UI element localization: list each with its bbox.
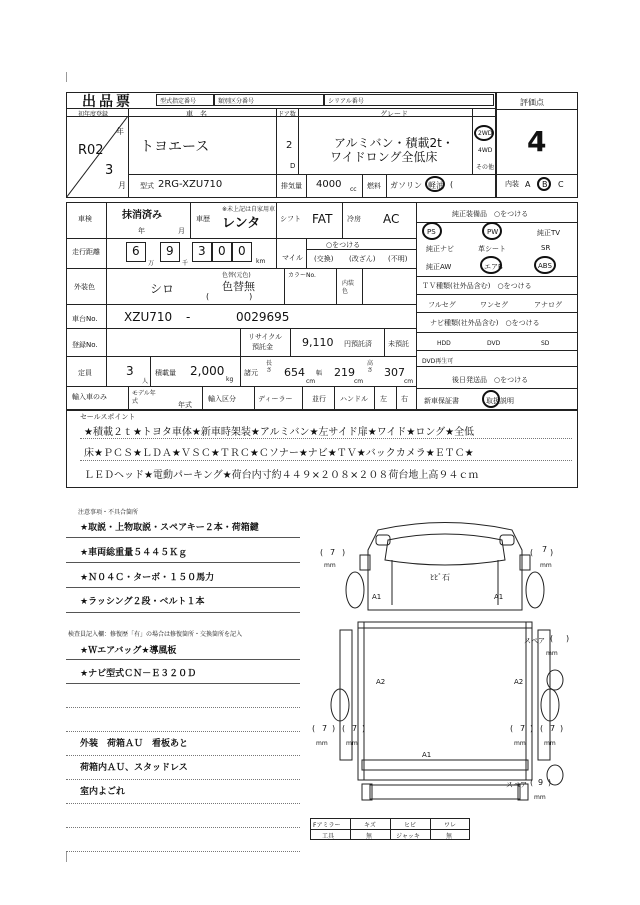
grade-label: グレード [380,110,408,118]
chassis-prefix: XZU710 [124,310,173,324]
door-type: D [290,162,296,170]
navi-hdd: HDD [437,340,451,347]
manual: 取扱説明 [486,397,514,405]
class-label: 類別区分番号 [218,98,255,105]
tire-fr-paren-close: ) [550,548,554,557]
length-label: 長さ [266,360,273,374]
tire-fl-value: 7 [330,548,336,557]
month-suffix: 月 [118,181,126,190]
equip-aw: 純正AW [426,263,452,271]
damage-mark-4: A2 [514,678,524,686]
note-line-3: ★Ｎ０４Ｃ・ターボ・１５０馬力 [80,573,215,583]
tire-rli-paren-close: ) [362,724,366,733]
dealer-option: ディーラー [258,395,293,403]
damage-mark-1: A1 [372,593,382,601]
legend-value-2: 無 [366,833,373,840]
score-label: 評価点 [520,98,544,107]
spare-2-paren-close: ) [548,778,552,787]
dvd-label: DVD再生可 [422,358,454,365]
load-unit: kg [226,376,234,383]
legend-value-1: 工具 [322,833,335,840]
drive-2wd-circle [474,125,494,141]
tire-fr-paren-open: ( [530,548,534,557]
interior-b: B [542,180,548,189]
equip-airbag: エアB [484,263,503,271]
history-label: 車歴 [196,215,210,223]
shift-value: FAT [312,212,333,226]
width-label: 幅 [316,370,323,377]
spare-label-1: スペア [524,637,545,645]
inspector-line-7: 室内よごれ [80,787,126,797]
recycle-unit: 円預託済 [344,340,372,348]
tire-fl-unit: mm [324,562,336,569]
mileage-unit-km: km [256,258,266,265]
import-label: 輸入車のみ [72,393,107,401]
ext-color: シロ [150,282,175,296]
shaken-label: 車検 [78,215,92,223]
interior-a: A [525,180,531,189]
length-value: 654 [284,366,305,379]
ac-value: AC [383,212,400,226]
mileage-digit-4: 0 [218,244,226,258]
score-value: 4 [527,125,547,158]
shaken-value: 抹消済み [122,210,162,221]
car-name: トヨエース [140,139,210,155]
inspector-label: 検査員記入欄：修復歴「有」の場合は修復箇所・交換箇所を記入 [68,631,243,638]
inspector-line-2: ★ナビ型式ＣＮ－Ｅ３２０Ｄ [80,669,197,679]
legend-header-2: キズ [364,822,376,829]
mileage-unit-man: 万 [148,260,155,267]
sales-line-3: ＬＥＤヘッド★電動パーキング★荷台内寸約４４９×２０８×２０８荷台地上高９４ｃｍ [84,470,479,481]
length-unit: cm [306,378,316,385]
door-label: ドア数 [278,111,296,118]
binder-mark-top [66,72,67,82]
recycle-label-2: 預託金 [252,343,273,351]
shaken-year-unit: 年 [138,227,145,235]
tire-fl-paren-close: ) [342,548,346,557]
year-suffix: 年 [116,127,124,136]
interior-label: 内装 [505,180,519,188]
later-label: 後日発送品 ○をつける [452,376,529,384]
handle-left: 左 [380,395,387,403]
shaken-month-unit: 月 [178,227,185,235]
load-label: 積載量 [155,369,176,377]
tire-rl-paren-open: ( [312,724,316,733]
binder-mark-bottom [66,852,67,862]
tire-rr-paren-open: ( [540,724,544,733]
navi-sd: SD [541,340,550,347]
inspector-line-6: 荷箱内ＡＵ、スタッドレス [80,763,188,773]
displacement: 4000 [316,179,342,190]
height-value: 307 [384,366,405,379]
tire-rri-value: 7 [520,724,526,733]
fuel-diesel: 軽油 [428,181,444,190]
spare-2-value: 9 [538,778,544,787]
serial-label: シリアル番号 [328,98,364,105]
chassis-dash: - [186,310,191,324]
model-type: 2RG-XZU710 [158,179,223,190]
sales-label: セールスポイント [80,413,136,421]
dims-label: 諸元 [244,369,258,377]
fuel-paren: ( [450,180,454,189]
grade-line-2: ワイドロング全低床 [330,150,438,164]
equip-ps: PS [427,228,436,236]
model-type-label: 型式 [140,182,154,190]
equip-tv: 純正TV [537,229,561,237]
tv-label: ＴＶ種類(社外品含む) ○をつける [422,282,532,290]
equip-sr: SR [541,244,551,252]
note-line-2: ★車両総重量５４４５Ｋｇ [80,548,188,558]
spare-1-unit: mm [546,650,558,657]
int-color-label: 内装色 [342,280,355,295]
tire-rli-paren-open: ( [342,724,346,733]
tire-rli-value: 7 [352,724,358,733]
mileage-unit-sen: 千 [182,260,189,267]
note-line-4: ★ラッシング２段・ベルト１本 [80,597,205,607]
genuine-label: 純正装備品 ○をつける [452,210,529,218]
spare-1-paren-close: ) [566,634,570,643]
first-reg-year: R02 [78,143,104,158]
reg-no-label: 登録No. [72,341,98,349]
equip-pw: PW [487,228,499,236]
recycle-value: 9,110 [302,336,334,349]
color-change: 色替無 [222,280,255,293]
recycle-label-1: リサイクル [248,333,283,341]
sales-line-1: ★積載２ｔ★トヨタ車体★新車時架装★アルミバン★左サイド扉★ワイド★ロング★全低 [84,427,475,438]
door-count: 2 [286,140,293,151]
spare-2-paren-open: ( [530,778,534,787]
interior-c: C [558,180,564,189]
drive-other: その他 [476,164,495,171]
interior-b-circle [537,177,551,191]
mile-label: マイル [282,254,303,262]
mileage-label: 走行距離 [72,248,100,256]
tire-fr-value: 7 [542,545,548,554]
handle-label: ハンドル [340,395,368,403]
ext-color-label: 外装色 [74,283,95,291]
ac-label: 冷房 [347,215,361,223]
mileage-digit-2: 9 [166,244,174,258]
manual-circle [482,390,500,408]
mileage-digit-1: 6 [132,244,140,258]
legend-header-3: ヒビ [404,822,417,829]
spare-label-2: スペア [506,781,527,789]
history-value: レンタ [222,216,261,231]
inspector-line-5: 外装 荷箱ＡＵ 看板あと [80,739,189,749]
private-note: ※未上記は自家用車 [222,206,276,213]
color-no-label: カラーNo. [288,272,316,279]
drive-4wd: 4WD [478,147,493,154]
handle-right: 右 [401,395,408,403]
warranty: 新車保証書 [424,397,459,405]
mile-exchange: (交換) [314,255,334,263]
tire-rl-paren-close: ) [332,724,336,733]
chassis-label: 車台No. [72,315,98,323]
mile-tampered: (改ざん) [349,255,376,263]
tire-rri-paren-open: ( [510,724,514,733]
width-value: 219 [334,366,355,379]
fuel-diesel-circle [425,176,445,192]
legend-value-3: ジャッキ [396,833,420,840]
tv-fullseg: フルセグ [428,301,456,309]
drive-2wd: 2WD [478,130,493,137]
tv-oneseg: ワンセグ [480,301,508,309]
width-unit: cm [354,378,364,385]
legend-header-4: ワレ [444,822,457,829]
color-change-paren: ( ) [206,292,253,301]
model-year-label: モデル年式 [132,390,156,405]
import-class-label: 輸入区分 [208,395,236,403]
tv-analog: アナログ [534,301,562,309]
fuel-gasoline: ガソリン [390,181,422,190]
tire-rr-unit: mm [544,740,556,747]
displacement-label: 排気量 [281,182,302,190]
inspector-line-1: ★Ｗエアバッグ★導風板 [80,646,177,656]
mileage-digit-3: 3 [198,244,206,258]
chassis-number: 0029695 [236,310,290,324]
navi-label: ナビ種類(社外品含む) ○をつける [430,319,540,327]
capacity-label: 定員 [78,369,92,377]
equip-abs-circle [534,256,556,274]
tire-rri-paren-close: ) [530,724,534,733]
capacity-unit: 人 [142,378,149,385]
original-color-label: 色替(元色) [222,272,251,279]
model-year-unit: 年式 [178,401,192,409]
fuel-label: 燃料 [367,182,381,190]
equip-abs: ABS [538,262,552,270]
notes-label: 注意事項・不具合箇所 [78,509,139,516]
height-label: 高さ [367,360,374,374]
spare-1-paren-open: ( [550,634,554,643]
tire-rr-paren-close: ) [560,724,564,733]
damage-mark-2: A1 [494,593,504,601]
equip-leather: 革シート [478,245,506,253]
damage-mark-5: A1 [422,751,432,759]
first-reg-label: 初年度登録 [78,111,109,118]
legend-header-1: Fアミラー [313,822,341,829]
shift-label: シフト [280,215,301,223]
tire-rr-value: 7 [550,724,556,733]
load-value: 2,000 [190,364,225,378]
tire-fl-paren-open: ( [320,548,324,557]
tire-rl-unit: mm [316,740,328,747]
tire-fr-unit: mm [540,562,552,569]
displacement-unit: cc [350,186,357,193]
sales-line-2: 床★ＰＣＳ★ＬＤＡ★ＶＳＣ★ＴＲＣ★Ｃソナー★ナビ★ＴＶ★バックカメラ★ＥＴＣ★ [84,448,474,459]
navi-dvd: DVD [487,340,501,347]
equip-ps-circle [422,222,442,240]
page-title: 出品票 [82,94,133,110]
height-unit: cm [404,378,414,385]
legend-value-4: 無 [446,833,453,840]
equip-airbag-circle [480,256,502,274]
capacity-value: 3 [126,364,134,378]
tire-rli-unit: mm [346,740,358,747]
not-deposited: 未預託 [388,340,409,348]
first-reg-month: 3 [105,163,114,178]
grade-line-1: アルミバン・積載2t・ [334,136,454,150]
spare-2-unit: mm [534,794,546,801]
damage-mark-windshield: ﾋﾋﾞ石 [430,573,450,582]
damage-mark-3: A2 [376,678,386,686]
model-cert-label: 型式指定番号 [160,98,197,105]
car-name-label: 車 名 [186,110,207,118]
tire-rl-value: 7 [322,724,328,733]
equip-pw-circle [482,222,502,240]
equip-navi: 純正ナビ [426,245,454,253]
tire-rri-unit: mm [514,740,526,747]
parallel-option: 並行 [312,395,326,403]
note-line-1: ★取説・上物取説・スペアキー２本・荷箱鍵 [80,523,259,533]
mile-mark-note: ○をつける [326,241,361,249]
mile-unknown: (不明) [388,255,408,263]
mileage-digit-5: 0 [238,244,246,258]
